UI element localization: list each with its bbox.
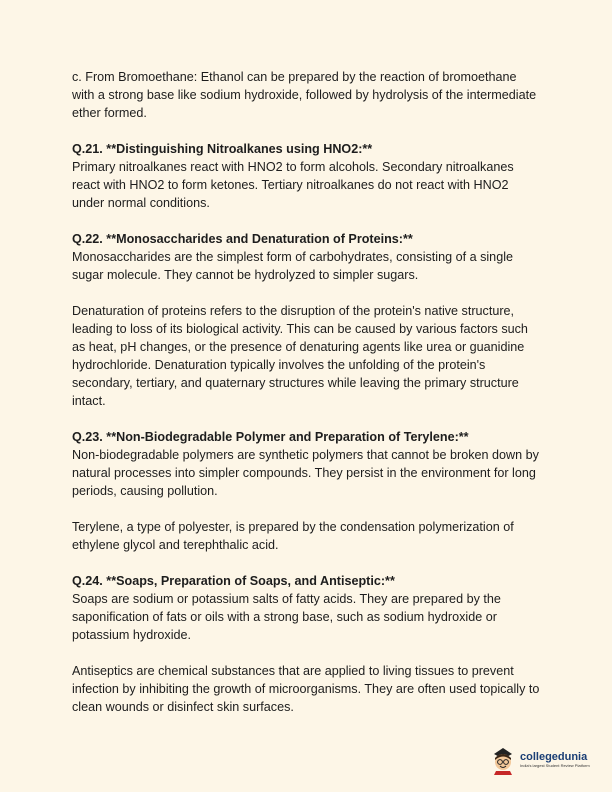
q23-body-terylene: Terylene, a type of polyester, is prepared by the condensation polymerization of ethylene glycol and terephthalic acid. [72, 520, 514, 552]
paragraph-ethanol-bromoethane: c. From Bromoethane: Ethanol can be prepared by the reaction of bromoethane with a strong base like sodium hydroxide, followed by hydrolysis of the intermediate ether formed. [72, 70, 537, 120]
q22-body-monosaccharides: Monosaccharides are the simplest form of carbohydrates, consisting of a single sugar molecule. They cannot be hydrolyzed to simpler sugars. [72, 250, 513, 282]
brand-name: collegedunia [520, 751, 588, 763]
student-face-icon [490, 745, 516, 775]
logo-text [520, 751, 590, 769]
collegedunia-logo [490, 745, 590, 775]
q22-body-denaturation: Denaturation of proteins refers to the disruption of the protein's native structure, leading to loss of its biological activity. This can be caused by various factors such as heat, pH changes, or the presence of denaturing agents like urea or guanidine hydrochloride. Denaturation typically involves the unfolding of the protein's secondary, tertiary, and quaternary structures while leaving the primary structure intact. [72, 304, 528, 408]
q22-heading: Q.22. **Monosaccharides and Denaturation of Proteins:** [72, 232, 413, 246]
q24-body-antiseptics: Antiseptics are chemical substances that are applied to living tissues to prevent infection by inhibiting the growth of microorganisms. They are often used topically to clean wounds or disinfect skin surfaces. [72, 664, 540, 714]
q24-heading: Q.24. **Soaps, Preparation of Soaps, and Antiseptic:** [72, 574, 395, 588]
q23-heading: Q.23. **Non-Biodegradable Polymer and Preparation of Terylene:** [72, 430, 469, 444]
q24-body-soaps: Soaps are sodium or potassium salts of fatty acids. They are prepared by the saponification of fats or oils with a strong base, such as sodium hydroxide or potassium hydroxide. [72, 592, 501, 642]
q21-heading: Q.21. **Distinguishing Nitroalkanes using HNO2:** [72, 142, 373, 156]
q21-body: Primary nitroalkanes react with HNO2 to form alcohols. Secondary nitroalkanes react with HNO2 to form ketones. Tertiary nitroalkanes do not react with HNO2 under normal conditions. [72, 160, 514, 210]
brand-tagline: India's largest Student Review Platform [520, 763, 590, 768]
q23-body-polymers: Non-biodegradable polymers are synthetic polymers that cannot be broken down by natural processes into simpler compounds. They persist in the environment for long periods, causing pollution. [72, 448, 539, 498]
document-body [72, 68, 542, 716]
